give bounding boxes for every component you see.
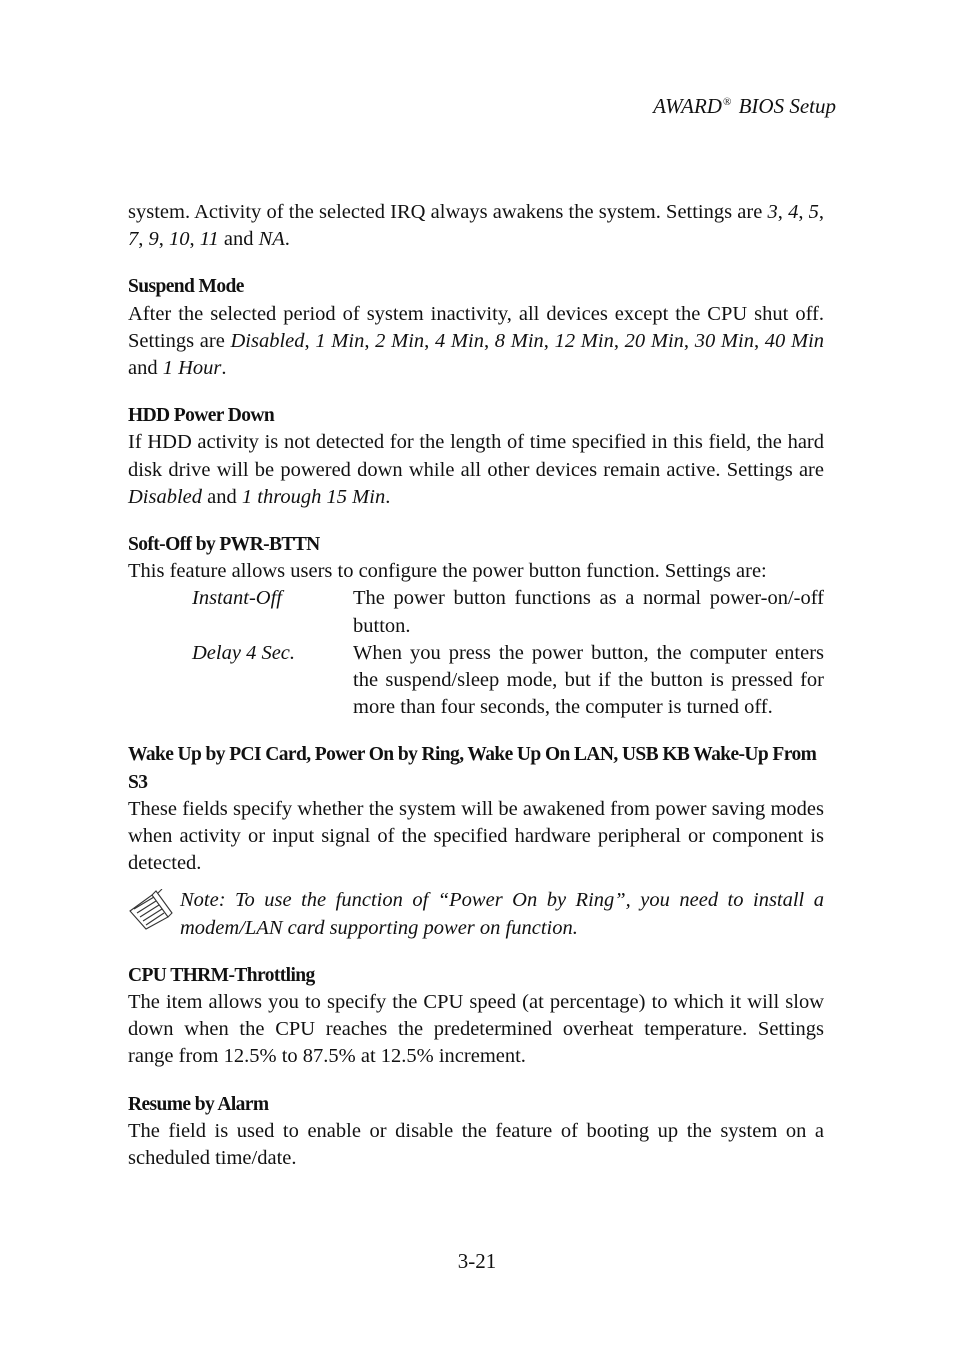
options-list [192,585,824,721]
sep: . [385,485,391,508]
section-soft-off [128,531,824,721]
sep: , [364,329,376,352]
section-title: HDD Power Down [128,405,275,427]
sep: and [202,485,242,508]
setting: Disabled [230,329,305,352]
sep: , [613,329,625,352]
setting-na: NA [258,228,285,251]
setting: 40 Min [764,329,825,352]
page-number: 3-21 [457,1249,497,1273]
note-block [128,887,824,941]
setting-10: 10 [169,228,190,251]
section-body: The item allows you to specify the CPU speed (at percentage) to which it will slow down when the CPU reaches the predetermined overheat temperature. Settings range from 12.5% to 87.5% at 12.5% increment. [128,991,824,1068]
setting: 12 Min [554,329,614,352]
section-title: Resume by Alarm [128,1093,269,1115]
setting: 1 Min [315,329,365,352]
sep: and [128,357,163,380]
option-desc: The power button functions as a normal power-on/-off button. [353,587,824,637]
section-body: These fields specify whether the system will be awakened from power saving modes when activity or input signal of the specified hardware peripheral or component is detected. [128,797,824,875]
section-suspend-mode [128,273,824,382]
registered-mark: ® [722,96,732,108]
sep: , [483,329,495,352]
setting: 20 Min [624,329,684,352]
sep: and [218,228,259,251]
setting-11: 11 [199,228,219,251]
setting: 2 Min [375,329,425,352]
setting-4: 4 [788,201,799,223]
intro-paragraph [128,199,824,253]
setting: 8 Min [494,329,544,352]
option-row [192,640,824,722]
sep: , [304,329,316,352]
setting: 4 Min [434,329,484,352]
sep: , [543,329,555,352]
setting-5: 5 [808,201,819,223]
intro-text: system. Activity of the selected IRQ always awakens the system. Settings are [128,201,768,223]
setting: Disabled [128,485,203,508]
note-pad-icon [128,887,180,941]
sep: . [221,357,227,380]
body-text: If HDD activity is not detected for the length of time specified in this field, the hard disk drive will be powered down while all other devices remain active. Settings are [128,431,824,481]
section-body: The field is used to enable or disable the feature of booting up the system on a scheduled time/date. [128,1119,824,1170]
option-desc: When you press the power button, the computer enters the suspend/sleep mode, but if the button is pressed for more than four seconds, the computer is turned off. [353,641,824,719]
sep: , [189,228,200,251]
header-bios-setup: BIOS Setup [738,94,836,118]
section-title: Suspend Mode [128,276,244,298]
section-resume-alarm [128,1091,824,1173]
note-text: Note: To use the function of “Power On by Ring”, you need to install a modem/LAN card supporting power on function. [180,889,824,939]
section-cpu-thrm [128,962,824,1071]
sep: , [818,201,824,223]
section-wake-up [128,741,824,941]
section-title: CPU THRM-Throttling [128,964,315,986]
section-title: Wake Up by PCI Card, Power On by Ring, Wake Up On LAN, USB KB Wake-Up From S3 [128,744,817,793]
sep: , [424,329,435,352]
header-award: AWARD [653,94,722,118]
setting-9: 9 [148,228,159,251]
page-content [128,199,824,1172]
sep: , [753,329,765,352]
sep: , [683,329,695,352]
setting-7: 7 [128,228,139,251]
section-hdd-power-down [128,402,824,511]
running-header [653,94,836,119]
sep: , [158,228,169,251]
section-body [128,301,824,383]
section-body [128,429,824,511]
section-body: This feature allows users to configure the power button function. Settings are: [128,560,767,583]
setting-3: 3 [767,201,778,223]
option-name: Instant-Off [192,587,282,610]
sep: . [284,228,290,251]
section-title: Soft-Off by PWR-BTTN [128,534,320,556]
option-name: Delay 4 Sec. [192,641,296,664]
body-text: After the selected period of system inactivity, all devices except the CPU shut off. Settings are [128,302,824,352]
setting: 30 Min [694,329,754,352]
sep: , [138,228,149,251]
setting: 1 through 15 Min [241,485,386,508]
sep: , [798,201,809,223]
setting: 1 Hour [162,357,222,380]
sep: , [777,201,789,223]
option-row [192,585,824,639]
